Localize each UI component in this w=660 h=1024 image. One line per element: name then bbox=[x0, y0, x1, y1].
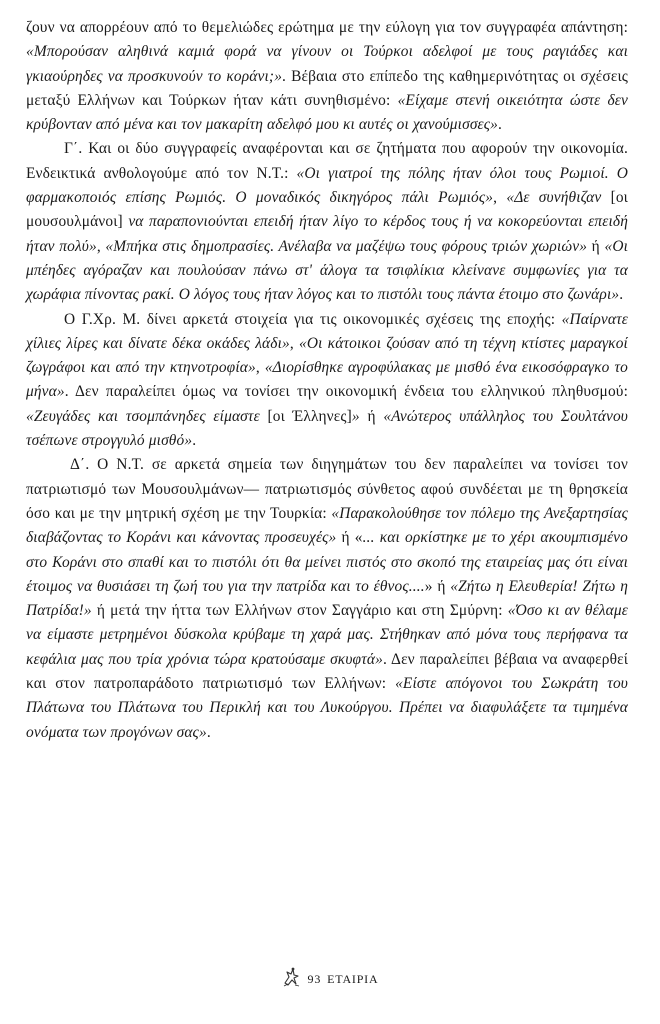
quoted-text: «Οι κάτοικοι ζούσαν από τη τέχνη κτίστες μαραγκοί ζωγράφοι και από την κτηνοτροφία» bbox=[26, 334, 628, 377]
text-run: Γ΄. Και οι δύο συγγραφείς αναφέρονται και σε ζητήματα που αφορούν την οικονομία. Ενδεικτικά ανθολογούμε από τον Ν.Τ.: bbox=[26, 140, 628, 182]
text-run: [οι Έλληνες] bbox=[259, 407, 352, 425]
page-footer bbox=[0, 966, 660, 992]
paragraph bbox=[26, 308, 628, 454]
quoted-text: «Είχαμε στενή οικειότητα ώστε δεν κρύβονταν από μένα και τον μακαρίτη αδελφό μου κι αυτές οι χανούμισσες» bbox=[26, 91, 628, 134]
rider-emblem-icon bbox=[282, 966, 302, 992]
text-run: , bbox=[255, 359, 265, 377]
quoted-text: «Διορίσθηκε αγροφύλακας με μισθό ένα εικοσόφραγκο το μήνα» bbox=[26, 359, 628, 401]
quoted-text: ... και ορκίστηκε με το χέρι ακουμπισμένο στο Κοράνι στο σπαθί και το πιστόλι ότι θα μείνει πιστός στο σκοπό της εταιρείας μας ότι είναι έτοιμος να θυσιάσει τη ζωή του για την πατρίδα και το έθνος.... bbox=[26, 529, 628, 595]
body-text bbox=[26, 16, 628, 745]
text-run: Ο Γ.Χρ. Μ. δίνει αρκετά στοιχεία για τις οικονομικές σχέσεις της εποχής: bbox=[64, 310, 562, 328]
paragraph bbox=[26, 16, 628, 137]
text-run: ζουν να απορρέουν από το θεμελιώδες ερώτημα με την εύλογη για τον συγγραφέα απάντηση: bbox=[26, 19, 628, 36]
quoted-text: «Είστε απόγονοι του Σωκράτη του Πλάτωνα του Πλάτωνα του Περικλή και του Λυκούργου. Πρέπει να διαφυλάξετε τα τιμημένα ονόματα των προγόνων σας» bbox=[26, 675, 629, 741]
quoted-text: «Παίρνατε χίλιες λίρες και δίνατε δέκα οκάδες λάδι» bbox=[26, 310, 628, 352]
text-run: . bbox=[498, 116, 503, 134]
text-run: . bbox=[192, 432, 197, 450]
text-run: ή bbox=[587, 237, 605, 255]
quoted-text: «Οι γιατροί της πόλης ήταν όλοι τους Ρωμιοί. Ο φαρμακοποιός επίσης Ρωμιός. Ο μοναδικός δικηγόρος πάλι Ρωμιός» bbox=[26, 164, 629, 207]
quoted-text: «Δε συνήθιζαν bbox=[506, 189, 602, 207]
text-run: ή bbox=[359, 407, 384, 425]
quoted-text: «Παρακολούθησε τον πόλεμο της Ανεξαρτησίας διαβάζοντας το Κοράνι και κάνοντας προσευχές» bbox=[26, 504, 628, 547]
text-run: , bbox=[96, 237, 106, 255]
page-number: 93 bbox=[307, 971, 322, 986]
quoted-text: » bbox=[351, 407, 360, 425]
paragraph bbox=[26, 137, 628, 307]
quoted-text: «Μπορούσαν αληθινά καμιά φορά να γίνουν οι Τούρκοι αδελφοί με τους ραγιάδες και γκιαούρηδες να προσκυνούν το κοράνι;» bbox=[26, 43, 628, 85]
text-run: ή μετά την ήττα των Ελλήνων στον Σαγγάριο και στη Σμύρνη: bbox=[91, 602, 508, 620]
running-title: ΕΤΑΙΡΙΑ bbox=[327, 971, 379, 986]
text-run: , bbox=[493, 189, 507, 207]
text-run: . Δεν παραλείπει όμως να τονίσει την οικονομική ένδεια του ελληνικού πληθυσμού: bbox=[64, 383, 628, 401]
quoted-text: «Ζήτω η Ελευθερία! Ζήτω η Πατρίδα!» bbox=[26, 577, 628, 620]
text-run: , bbox=[289, 334, 299, 352]
paragraph bbox=[26, 453, 628, 745]
quoted-text: «Ζευγάδες και τσομπάνηδες είμαστε bbox=[26, 407, 260, 425]
text-run: . bbox=[619, 286, 624, 304]
quoted-text: να παραπονιούνται επειδή ήταν λίγο το κέρδος τους ή να κοκορεύονται επειδή ήταν πολύ» bbox=[26, 213, 628, 255]
quoted-text: «Μπήκα στις δημοπρασίες. Ανέλαβα να μαζέψω τους φόρους τριών χωριών» bbox=[105, 237, 588, 255]
quoted-text: «Ανώτερος υπάλληλος του Σουλτάνου τσέπωνε στρογγυλό μισθό» bbox=[26, 407, 629, 450]
text-run: ή « bbox=[336, 529, 363, 547]
text-run: [οι μουσουλμάνοι] bbox=[26, 189, 628, 231]
text-run: » ή bbox=[424, 577, 451, 595]
quoted-text: «Όσο κι αν θέλαμε να είμαστε μετρημένοι δύσκολα κρύβαμε τη χαρά μας. Στήθηκαν από μόνα τους περήφανα τα κεφάλια μας που τρία χρόνια τώρα κρατούσαμε σκυφτά» bbox=[26, 602, 628, 668]
text-run: . bbox=[206, 723, 211, 741]
text-run: Δ΄. Ο Ν.Τ. σε αρκετά σημεία των διηγημάτων του δεν παραλείπει να τονίσει τον πατριωτισμό των Μουσουλμάνων— πατριωτισμός σύνθετος αφού συνδέεται με τη θρησκεία όσο και με την μητρική σχέση με την Τουρκία: bbox=[26, 456, 628, 522]
text-run: . Δεν παραλείπει βέβαια να αναφερθεί και στον πατροπαράδοτο πατριωτισμό των Ελλήνων: bbox=[26, 650, 628, 693]
quoted-text: «Οι μπέηδες αγόραζαν και πουλούσαν πάνω στ' άλογα τα τσιφλίκια κλείνανε συμφωνίες για τα χωράφια πίνοντας ρακί. Ο λόγος τους ήταν λόγος και το πιστόλι τους πάντα έτοιμο στο ζωνάρι» bbox=[26, 237, 629, 304]
text-run: . Βέβαια στο επίπεδο της καθημερινότητας οι σχέσεις μεταξύ Ελλήνων και Τούρκων ήταν κάτι συνηθισμένο: bbox=[26, 67, 629, 109]
